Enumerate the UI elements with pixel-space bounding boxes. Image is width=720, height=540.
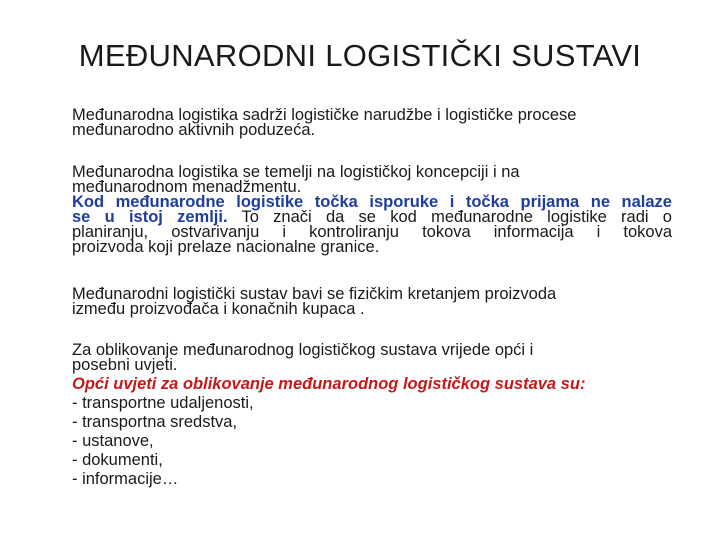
paragraph-line: Za oblikovanje međunarodnog logističkog sustava vrijede opći i (72, 341, 534, 359)
paragraph-line: između proizvođača i konačnih kupaca . (72, 300, 365, 318)
paragraph-line: međunarodnom menadžmentu. (72, 178, 302, 196)
paragraph-inline: To znači da se kod međunarodne logistike radi o (227, 208, 672, 226)
conditions-heading: Opći uvjeti za oblikovanje međunarodnog logističkog sustava su: (72, 375, 586, 393)
paragraph-conditions (72, 343, 672, 487)
paragraph-line: Međunarodna logistika se temelji na logističkoj koncepciji i na (72, 163, 520, 181)
paragraph-intro (72, 108, 672, 138)
paragraph-line: planiranju, ostvarivanju i kontroliranju tokova informacija i tokova (72, 223, 672, 241)
paragraph-line: Međunarodna logistika sadrži logističke narudžbe i logističke procese (72, 106, 577, 124)
slide-title: MEĐUNARODNI LOGISTIČKI SUSTAVI (78, 38, 642, 73)
emphasis-inline: se u istoj zemlji. (72, 208, 228, 226)
paragraph-line: proizvoda koji prelaze nacionalne granice. (72, 238, 380, 256)
paragraph-line: posebni uvjeti. (72, 356, 178, 374)
paragraph-system (72, 287, 672, 317)
list-item: - dokumenti, (72, 451, 163, 469)
list-item: - transportna sredstva, (72, 413, 238, 431)
list-item: - transportne udaljenosti, (72, 394, 254, 412)
emphasis-line: Kod međunarodne logistike točka isporuke i točka prijama ne nalaze (72, 193, 672, 211)
paragraph-line: Međunarodni logistički sustav bavi se fizičkim kretanjem proizvoda (72, 285, 557, 303)
paragraph-concept (72, 165, 672, 255)
paragraph-line: međunarodno aktivnih poduzeća. (72, 121, 316, 139)
list-item: - ustanove, (72, 432, 154, 450)
list-item: - informacije… (72, 470, 179, 488)
